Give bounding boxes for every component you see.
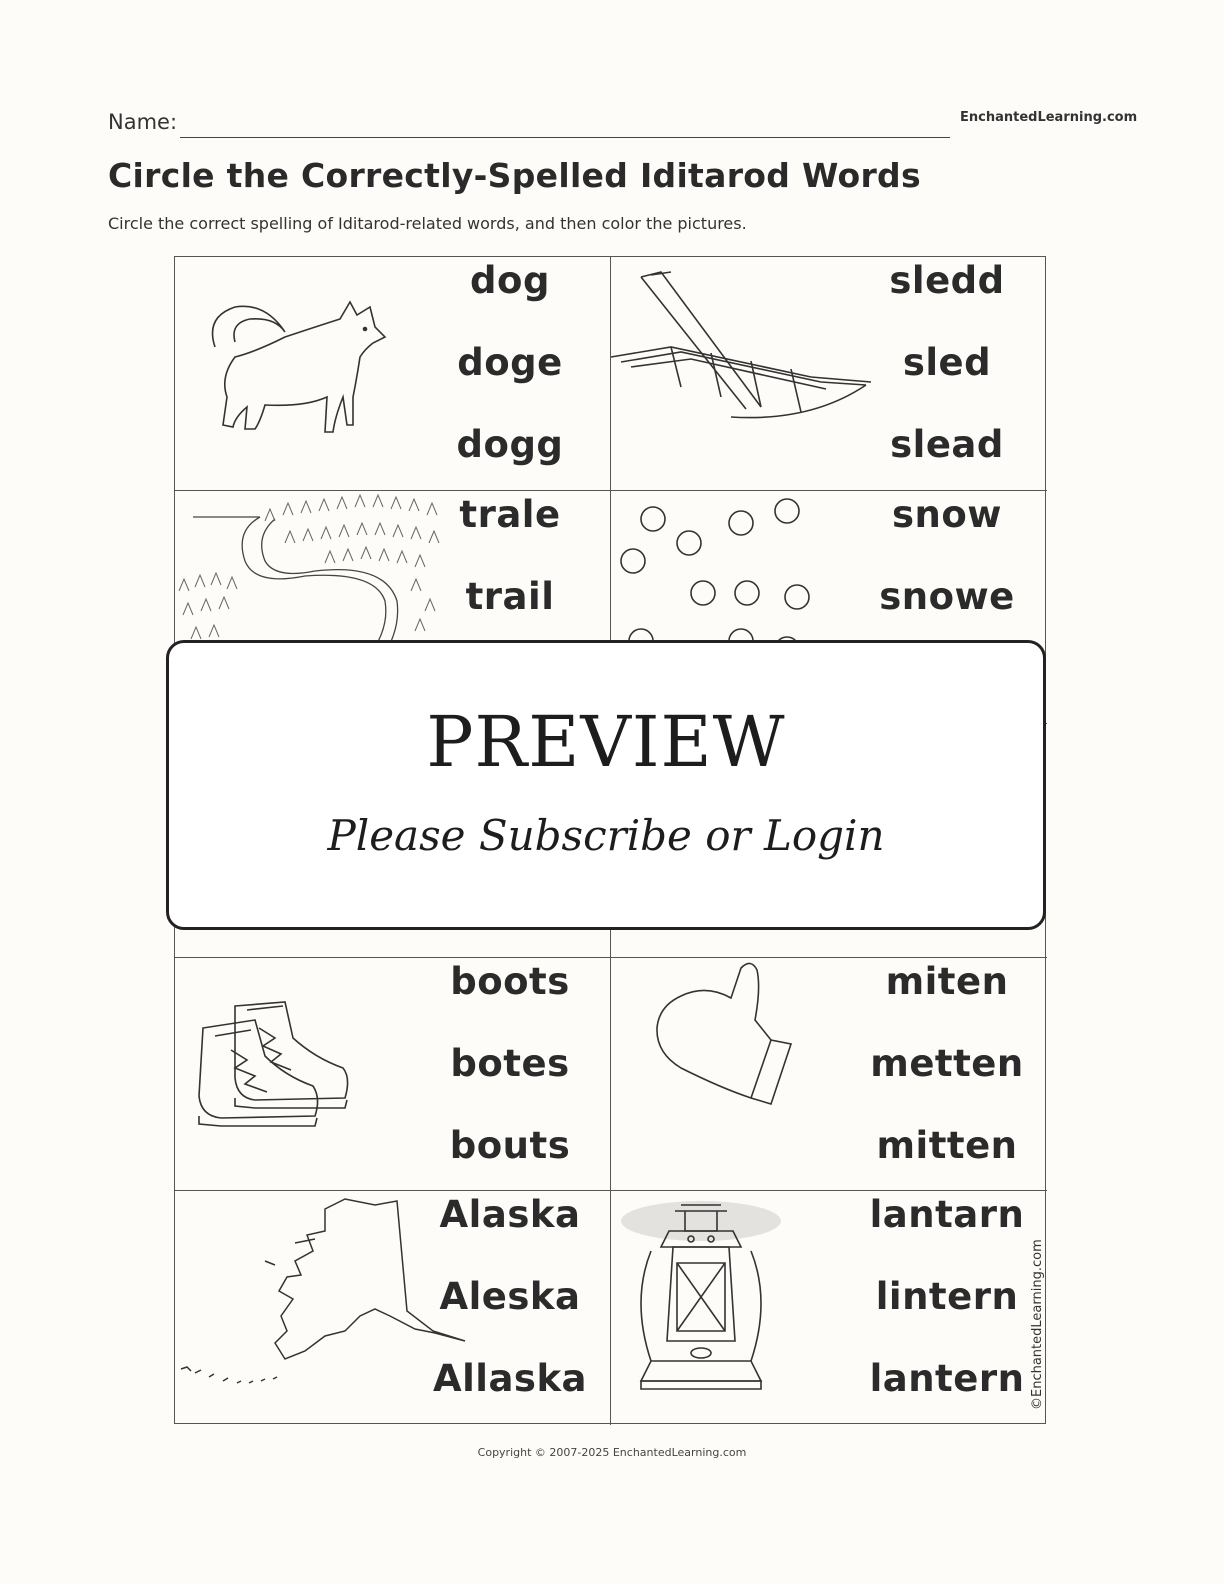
word-option[interactable]: Aleska [439,1275,581,1319]
cell-dog [175,257,611,491]
word-option[interactable]: metten [870,1041,1024,1085]
word-option[interactable]: Allaska [432,1357,588,1401]
word-choices [847,1191,1047,1425]
instructions: Circle the correct spelling of Iditarod-related words, and then color the pictures. [108,214,747,233]
cell-boots [175,958,611,1192]
word-option[interactable]: mitten [876,1123,1018,1167]
word-choices [410,1191,610,1425]
word-option[interactable]: boots [450,959,570,1003]
boots-icon [175,958,435,1190]
vertical-credit: ©EnchantedLearning.com [1030,1239,1045,1410]
dog-icon [175,257,435,489]
mitten-icon [611,958,851,1190]
lantern-icon [611,1191,831,1423]
word-option[interactable]: snow [892,492,1002,536]
word-choices [847,958,1047,1191]
word-option[interactable]: lantern [869,1357,1025,1401]
word-option[interactable]: doge [457,341,563,384]
cell-sled [611,257,1047,491]
word-option[interactable]: sled [902,341,992,384]
preview-title: PREVIEW [426,701,786,783]
word-option[interactable]: dog [470,259,550,302]
copyright: Copyright © 2007-2025 EnchantedLearning.com [477,1446,747,1459]
word-option[interactable]: bouts [449,1123,571,1167]
word-option[interactable]: miten [885,959,1009,1003]
word-option[interactable]: dogg [456,423,564,466]
word-option[interactable]: sledd [889,259,1005,302]
word-option[interactable]: snowe [879,574,1015,618]
cell-mitten [611,958,1047,1192]
word-option[interactable]: trale [459,492,561,536]
word-option[interactable]: lintern [875,1275,1019,1319]
cell-lantern [611,1191,1047,1425]
word-option[interactable]: Alaska [439,1193,581,1237]
preview-overlay[interactable] [166,640,1046,930]
word-option[interactable]: botes [450,1041,570,1085]
word-option[interactable]: slead [890,423,1004,466]
name-line [180,137,950,138]
cell-alaska [175,1191,611,1425]
page-title: Circle the Correctly-Spelled Iditarod Words [108,156,921,195]
site-logo[interactable]: EnchantedLearning.com [960,110,1138,125]
word-option[interactable]: lantarn [869,1193,1025,1237]
word-choices [847,257,1047,490]
word-choices [410,257,610,490]
word-option[interactable]: trail [465,574,555,618]
subscribe-login-link[interactable]: Please Subscribe or Login [327,811,885,860]
word-choices [410,958,610,1191]
name-label: Name: [108,110,178,134]
